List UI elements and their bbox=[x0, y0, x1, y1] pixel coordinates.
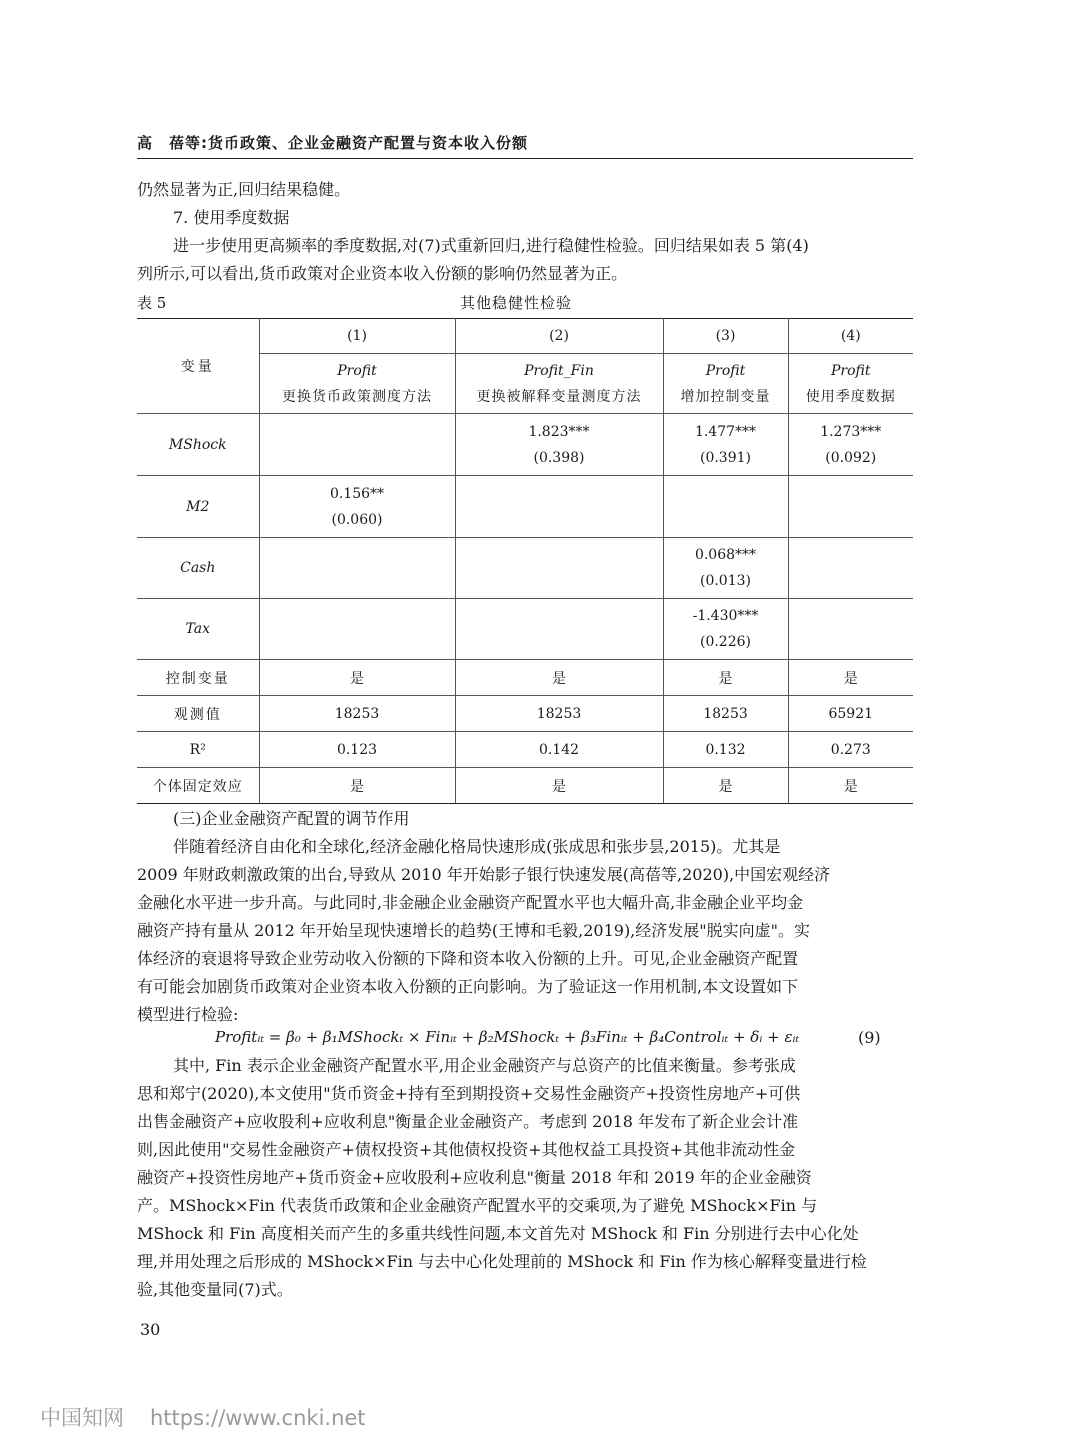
table-label: 表 5 bbox=[137, 294, 167, 312]
text-line: 其中, Fin 表示企业金融资产配置水平,用企业金融资产与总资产的比值来衡量。参考张成 bbox=[173, 1056, 796, 1075]
paragraph-quarterly bbox=[137, 232, 913, 288]
se: (0.013) bbox=[699, 573, 751, 589]
text-line: 金融化水平进一步升高。与此同时,非金融企业金融资产配置水平也大幅升高,非金融企业平均金 bbox=[137, 893, 804, 912]
stat-cell: 是 bbox=[455, 768, 663, 804]
col-number: (3) bbox=[663, 319, 788, 354]
cnki-url[interactable]: https://www.cnki.net bbox=[150, 1406, 366, 1430]
equation-9: Profitᵢₜ = β₀ + β₁MShockₜ × Finᵢₜ + β₂MShockₜ + β₃Finᵢₜ + β₄Controlᵢₜ + δᵢ + εᵢₜ bbox=[215, 1028, 800, 1046]
stat-cell: 0.142 bbox=[455, 732, 663, 768]
coef: 0.068*** bbox=[694, 547, 757, 563]
header-rule bbox=[137, 158, 913, 159]
text-line: 进一步使用更高频率的季度数据,对(7)式重新回归,进行稳健性检验。回归结果如表 5 第(4) bbox=[173, 236, 809, 255]
text-line: 仍然显著为正,回归结果稳健。 bbox=[137, 180, 351, 199]
coef-cell bbox=[788, 476, 913, 538]
coef: 0.156** bbox=[329, 485, 385, 502]
table-row bbox=[137, 599, 913, 660]
se: (0.391) bbox=[699, 449, 751, 466]
coef-cell bbox=[788, 538, 913, 599]
col-header bbox=[259, 354, 455, 414]
col-number: (4) bbox=[788, 319, 913, 354]
dep-var: Profit_Fin bbox=[524, 362, 594, 379]
coef-cell bbox=[663, 538, 788, 599]
coef-cell bbox=[788, 414, 913, 476]
coef-cell bbox=[663, 599, 788, 660]
table-row bbox=[137, 696, 913, 732]
col-header bbox=[663, 354, 788, 414]
dep-var: Profit bbox=[705, 362, 746, 379]
coef-cell bbox=[455, 538, 663, 599]
coef: 1.273*** bbox=[820, 423, 882, 440]
text-line: 产。MShock×Fin 代表货币政策和企业金融资产配置水平的交乘项,为了避免 MShock×Fin 与 bbox=[137, 1196, 818, 1215]
text-line: 理,并用处理之后形成的 MShock×Fin 与去中心化处理前的 MShock 和 Fin 作为核心解释变量进行检 bbox=[137, 1252, 867, 1271]
col-desc: 增加控制变量 bbox=[680, 388, 771, 405]
text-line: 验,其他变量同(7)式。 bbox=[137, 1280, 293, 1299]
row-label: Cash bbox=[137, 538, 259, 599]
se: (0.226) bbox=[699, 634, 751, 650]
cnki-logo-text: 中国知网 bbox=[40, 1406, 124, 1430]
row-label: R² bbox=[137, 732, 259, 768]
row-label: 观测值 bbox=[137, 696, 259, 732]
cnki-watermark bbox=[40, 1402, 366, 1432]
stat-cell: 18253 bbox=[455, 696, 663, 732]
coef-cell bbox=[788, 599, 913, 660]
col-number: (1) bbox=[259, 319, 455, 354]
col-desc: 使用季度数据 bbox=[805, 388, 896, 405]
se: (0.060) bbox=[331, 511, 383, 528]
coef-cell bbox=[259, 538, 455, 599]
subheading-quarterly: 7. 使用季度数据 bbox=[173, 208, 290, 227]
row-label: 个体固定效应 bbox=[137, 768, 259, 804]
text-line: 2009 年财政刺激政策的出台,导致从 2010 年开始影子银行快速发展(高蓓等,2020),中国宏观经济 bbox=[137, 865, 831, 884]
robustness-table bbox=[137, 318, 913, 804]
section-heading: (三)企业金融资产配置的调节作用 bbox=[173, 809, 410, 828]
col-header bbox=[455, 354, 663, 414]
text-line: 伴随着经济自由化和全球化,经济金融化格局快速形成(张成思和张步昙,2015)。尤其是 bbox=[173, 837, 781, 856]
table-row bbox=[137, 538, 913, 599]
stat-cell: 0.123 bbox=[259, 732, 455, 768]
paragraph-top bbox=[137, 176, 913, 204]
stat-cell: 65921 bbox=[788, 696, 913, 732]
coef-cell bbox=[259, 599, 455, 660]
col-number: (2) bbox=[455, 319, 663, 354]
stat-cell: 是 bbox=[663, 768, 788, 804]
table-row bbox=[137, 660, 913, 696]
row-label: MShock bbox=[137, 414, 259, 476]
table-row bbox=[137, 732, 913, 768]
stat-cell: 是 bbox=[259, 768, 455, 804]
paragraph-financialization bbox=[137, 833, 913, 1029]
text-line: 融资产持有量从 2012 年开始呈现快速增长的趋势(王博和毛毅,2019),经济发展"脱实向虚"。实 bbox=[137, 921, 810, 940]
col-desc: 更换被解释变量测度方法 bbox=[476, 388, 642, 405]
text-line: 体经济的衰退将导致企业劳动收入份额的下降和资本收入份额的上升。可见,企业金融资产配置 bbox=[137, 949, 799, 968]
page-number: 30 bbox=[140, 1320, 161, 1339]
coef-cell bbox=[663, 476, 788, 538]
var-header: 变量 bbox=[137, 319, 259, 414]
coef-cell bbox=[455, 414, 663, 476]
coef: 1.477*** bbox=[694, 423, 757, 440]
dep-var: Profit bbox=[337, 362, 377, 379]
coef-cell bbox=[455, 599, 663, 660]
stat-cell: 是 bbox=[663, 660, 788, 696]
text-line: 列所示,可以看出,货币政策对企业资本收入份额的影响仍然显著为正。 bbox=[137, 264, 628, 283]
coef: -1.430*** bbox=[692, 608, 759, 624]
text-line: 则,因此使用"交易性金融资产+债权投资+其他债权投资+其他权益工具投资+其他非流动性金 bbox=[137, 1140, 796, 1159]
text-line: MShock 和 Fin 高度相关而产生的多重共线性问题,本文首先对 MShock 和 Fin 分别进行去中心化处 bbox=[137, 1224, 859, 1243]
table-header-row bbox=[137, 319, 913, 354]
text-line: 模型进行检验: bbox=[137, 1005, 239, 1024]
table-row bbox=[137, 414, 913, 476]
running-header: 高 蓓等:货币政策、企业金融资产配置与资本收入份额 bbox=[137, 134, 529, 152]
coef-cell bbox=[455, 476, 663, 538]
stat-cell: 0.132 bbox=[663, 732, 788, 768]
table-row bbox=[137, 768, 913, 804]
equation-number: (9) bbox=[858, 1028, 881, 1047]
se: (0.398) bbox=[533, 449, 585, 466]
coef-cell bbox=[663, 414, 788, 476]
stat-cell: 18253 bbox=[259, 696, 455, 732]
col-desc: 更换货币政策测度方法 bbox=[282, 388, 432, 405]
row-label: M2 bbox=[137, 476, 259, 538]
stat-cell: 0.273 bbox=[788, 732, 913, 768]
se: (0.092) bbox=[825, 449, 877, 466]
paragraph-fin-measure bbox=[137, 1052, 913, 1304]
dep-var: Profit bbox=[830, 362, 871, 379]
col-header bbox=[788, 354, 913, 414]
stat-cell: 是 bbox=[259, 660, 455, 696]
stat-cell: 是 bbox=[455, 660, 663, 696]
text-line: 有可能会加剧货币政策对企业资本收入份额的正向影响。为了验证这一作用机制,本文设置如下 bbox=[137, 977, 799, 996]
coef: 1.823*** bbox=[528, 423, 590, 440]
stat-cell: 是 bbox=[788, 660, 913, 696]
table-title: 其他稳健性检验 bbox=[460, 294, 573, 312]
text-line: 出售金融资产+应收股利+应收利息"衡量企业金融资产。考虑到 2018 年发布了新企业会计准 bbox=[137, 1112, 799, 1131]
table-row bbox=[137, 476, 913, 538]
coef-cell bbox=[259, 476, 455, 538]
text-line: 融资产+投资性房地产+货币资金+应收股利+应收利息"衡量 2018 年和 2019 年的企业金融资 bbox=[137, 1168, 812, 1187]
stat-cell: 18253 bbox=[663, 696, 788, 732]
row-label: 控制变量 bbox=[137, 660, 259, 696]
text-line: 思和郑宁(2020),本文使用"货币资金+持有至到期投资+交易性金融资产+投资性房地产+可供 bbox=[137, 1084, 801, 1103]
coef-cell bbox=[259, 414, 455, 476]
stat-cell: 是 bbox=[788, 768, 913, 804]
row-label: Tax bbox=[137, 599, 259, 660]
